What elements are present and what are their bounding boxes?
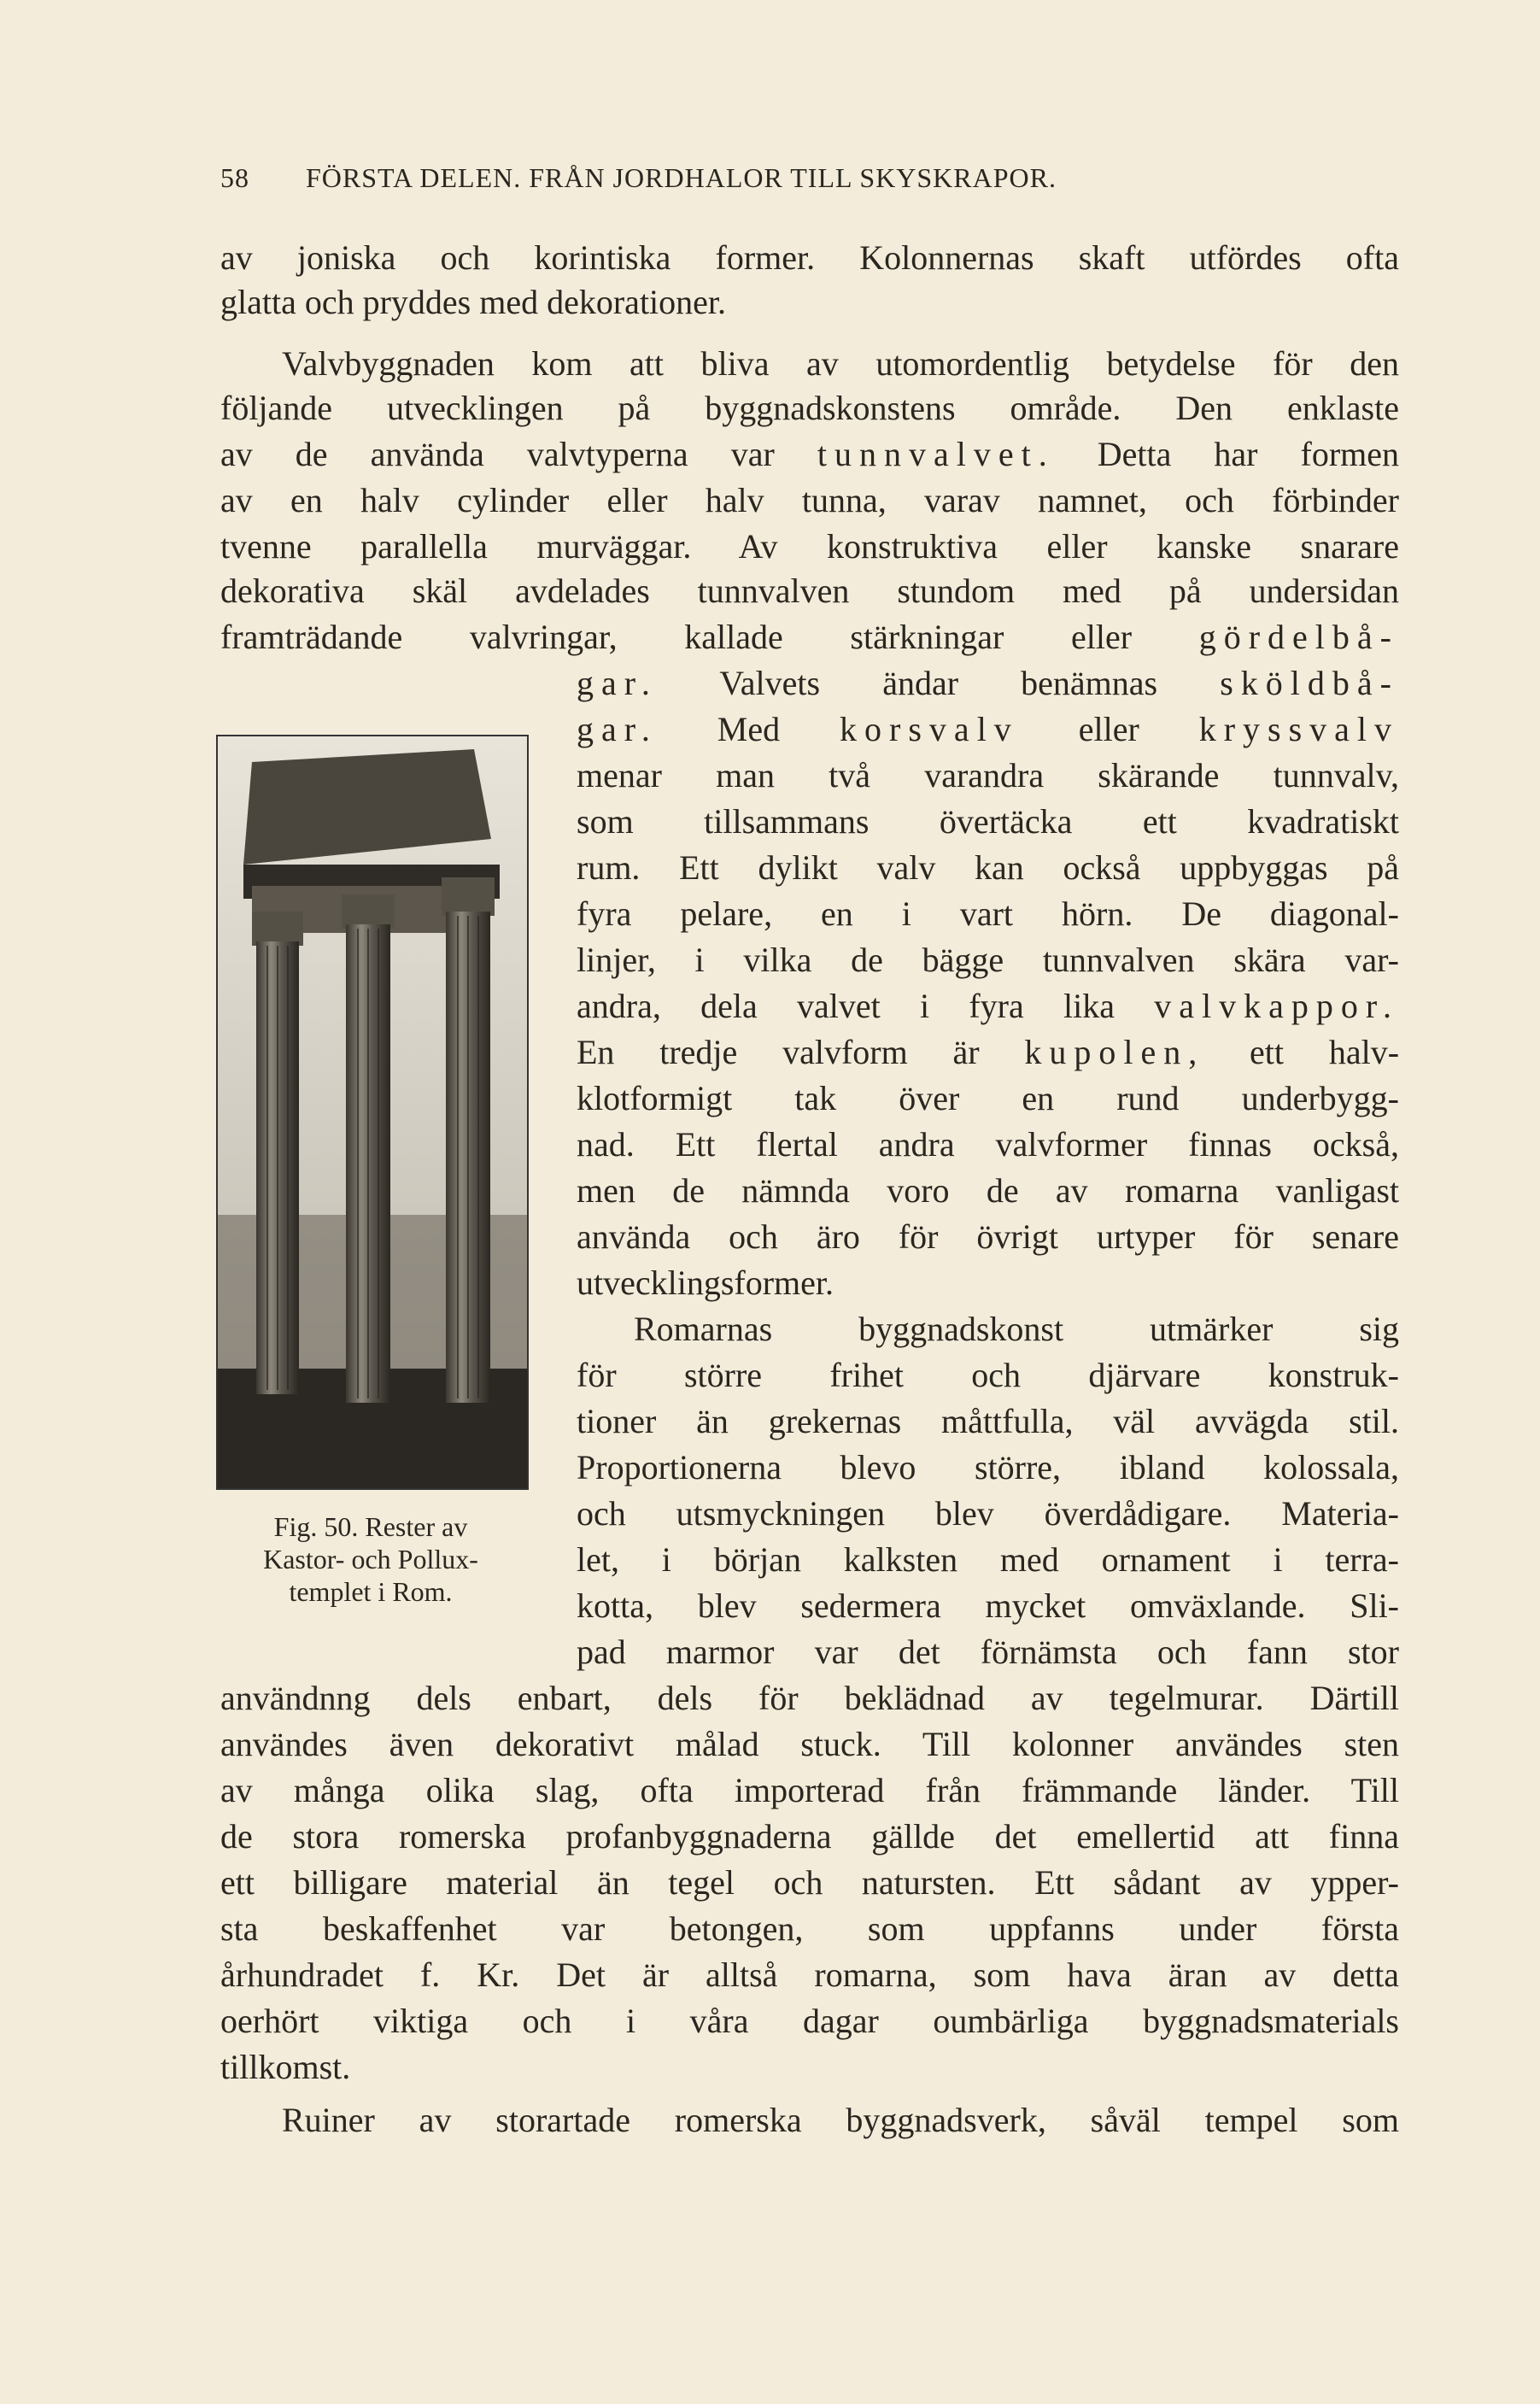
text-line [220,434,1399,475]
text-line: som tillsammans övertäcka ett kvadratiskt [577,802,1399,841]
text-line: ett billigare material än tegel och natursten. Ett sådant av ypper- [220,1863,1399,1902]
text-line: århundradet f. Kr. Det är alltså romarna, som hava äran av detta [220,1955,1399,1994]
text-line: tillkomst. [220,2048,351,2086]
temple-ruins-illustration [218,736,527,1488]
text-line: sta beskaffenhet var betongen, som uppfanns under första [220,1909,1399,1948]
temple-ruins-photo [216,735,529,1490]
figure-caption [209,1510,532,1608]
term-skoldbagar: sköldbå- [1220,664,1399,702]
text-line: rum. Ett dylikt valv kan också uppbyggas på [577,848,1399,887]
capital-right [442,877,495,916]
text-line [220,617,1399,658]
text-line: användnng dels enbart, dels för beklädnad av tegelmurar. Därtill [220,1679,1399,1717]
text-span: gar. [577,710,658,748]
text-span: andra, dela valvet i fyra lika [577,987,1115,1025]
term-kryssvalv: kryssvalv [1198,710,1400,748]
caption-line: templet i Rom. [289,1576,453,1607]
text-line: använda och äro för övrigt urtyper för senare [577,1217,1399,1256]
text-span: gar. [577,664,658,702]
text-line: let, i början kalksten med ornament i terra- [577,1540,1399,1579]
text-line: fyra pelare, en i vart hörn. De diagonal- [577,894,1399,933]
text-line: följande utvecklingen på byggnadskonstens område. Den enklaste [220,389,1399,427]
text-span: av de använda valvtyperna var [220,435,775,473]
text-line [577,1032,1399,1073]
text-line: Ruiner av storartade romerska byggnadsverk, såväl tempel som [282,2101,1399,2139]
text-line: för större frihet och djärvare konstruk- [577,1356,1399,1394]
term-korsvalv: korsvalv [840,710,1019,748]
text-line: av en halv cylinder eller halv tunna, varav namnet, och förbinder [220,481,1399,519]
text-line: dekorativa skäl avdelades tunnvalven stundom med på undersidan [220,572,1399,610]
text-line: och utsmyckningen blev överdådigare. Materia- [577,1494,1399,1533]
term-tunnvalvet: tunnvalvet. [817,435,1055,473]
text-line: tioner än grekernas måttfulla, väl avvägda stil. [577,1402,1399,1440]
text-line: pad marmor var det förnämsta och fann stor [577,1633,1399,1671]
text-line: men de nämnda voro de av romarna vanligast [577,1171,1399,1210]
text-line: kotta, blev sedermera mycket omväxlande. Sli- [577,1586,1399,1625]
text-line: Proportionerna blevo större, ibland kolossala, [577,1448,1399,1486]
running-title: FÖRSTA DELEN. FRÅN JORDHALOR TILL SKYSKRAPOR. [306,162,1057,193]
text-line: nad. Ett flertal andra valvformer finnas också, [577,1125,1399,1164]
text-line [577,709,1399,750]
text-line: Valvbyggnaden kom att bliva av utomordentlig betydelse för den [282,344,1399,383]
text-line: glatta och pryddes med dekorationer. [220,283,727,321]
text-line: tvenne parallella murväggar. Av konstruktiva eller kanske snarare [220,527,1399,566]
text-line [577,986,1399,1027]
text-span: framträdande valvringar, kallade stärkningar eller [220,618,1133,656]
term-gordelbagar: gördelbå- [1198,618,1399,656]
text-span: Detta har formen [1097,435,1400,473]
capital-middle [342,894,395,929]
text-line: oerhört viktiga och i våra dagar oumbärliga byggnadsmaterials [220,2002,1399,2040]
text-span: eller [1078,710,1139,748]
text-span: En tredje valvform är [577,1033,980,1071]
text-line: användes även dekorativt målad stuck. Till kolonner användes sten [220,1725,1399,1763]
caption-line: Fig. 50. Rester av [273,1511,468,1542]
text-span: ett halv- [1250,1033,1400,1071]
text-line: de stora romerska profanbyggnaderna gällde det emellertid att finna [220,1817,1399,1856]
term-kupolen: kupolen, [1024,1033,1205,1071]
text-line: linjer, i vilka de bägge tunnvalven skära var- [577,941,1399,979]
text-line: av många olika slag, ofta importerad från främmande länder. Till [220,1771,1399,1809]
text-line: menar man två varandra skärande tunnvalv, [577,756,1399,794]
term-valvkappor: valvkappor. [1154,987,1399,1025]
caption-line: Kastor- och Pollux- [263,1544,478,1574]
text-line [577,663,1399,704]
running-header [220,162,1399,194]
text-span: Med [717,710,781,748]
text-line: klotformigt tak över en rund underbygg- [577,1079,1399,1117]
text-line: av joniska och korintiska former. Kolonnernas skaft utfördes ofta [220,238,1399,277]
text-line: Romarnas byggnadskonst utmärker sig [634,1310,1399,1348]
text-span: Valvets ändar benämnas [719,664,1158,702]
text-line: utvecklingsformer. [577,1264,834,1302]
capital-left [252,912,303,946]
page-number: 58 [220,162,249,193]
